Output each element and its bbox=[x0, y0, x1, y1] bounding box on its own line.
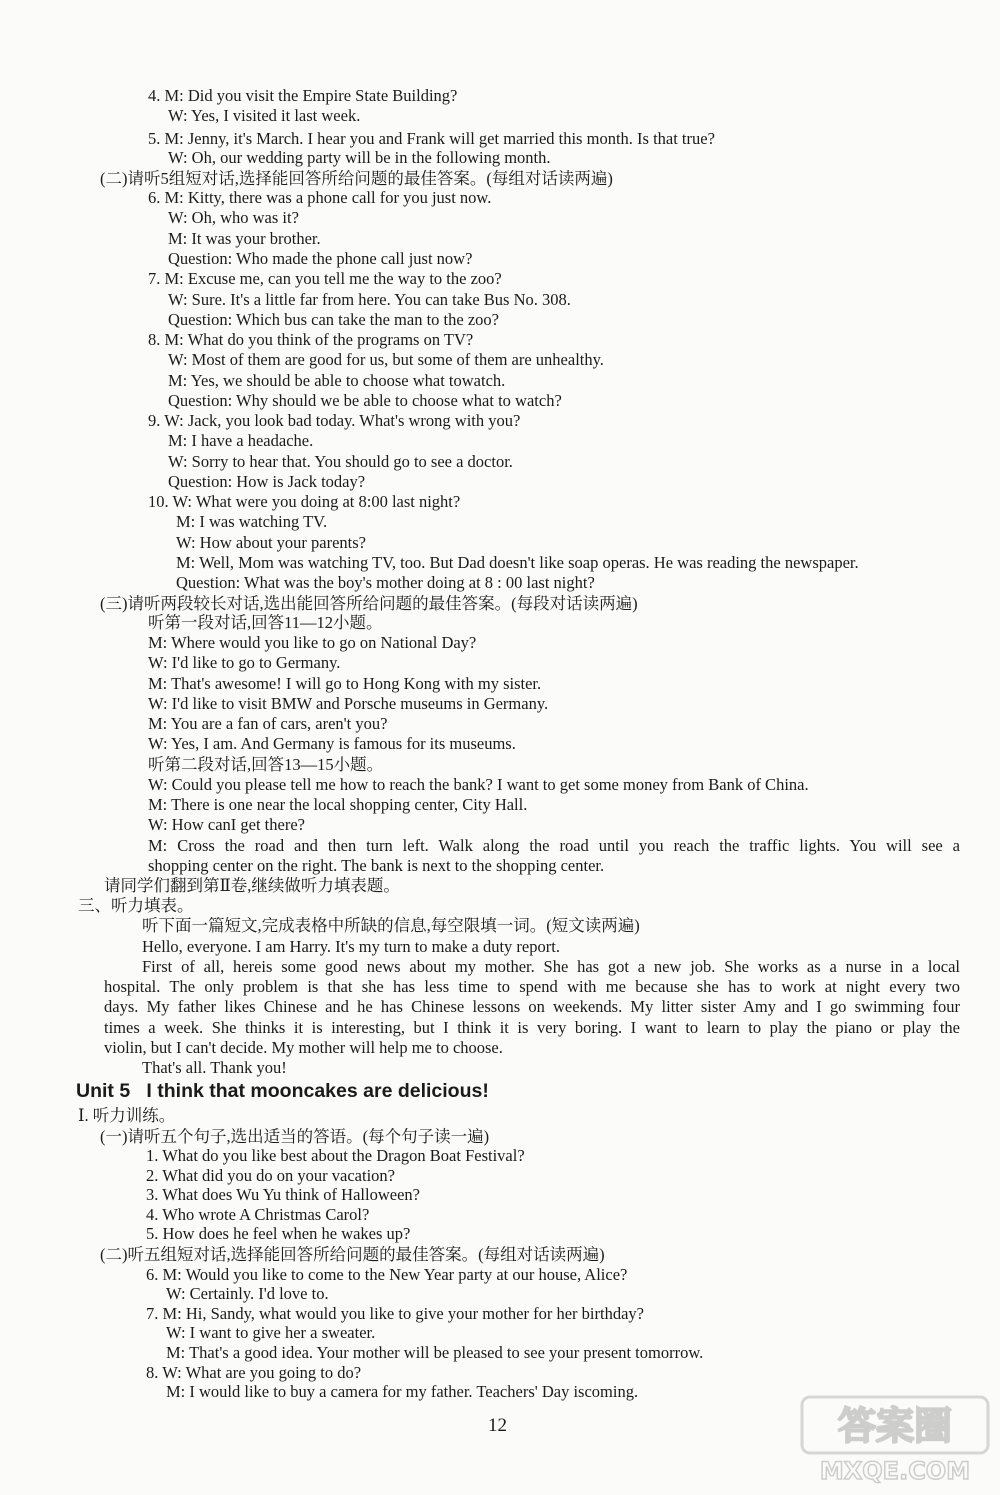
text-line: W: How about your parents? bbox=[176, 533, 366, 552]
text-line: W: Certainly. I'd love to. bbox=[166, 1284, 329, 1303]
text-line: M: Well, Mom was watching TV, too. But Dad doesn't like soap operas. He was reading the newspaper. bbox=[176, 553, 859, 572]
text-line: W: Oh, who was it? bbox=[168, 208, 299, 227]
text-line: 4. M: Did you visit the Empire State Building? bbox=[148, 86, 458, 105]
text-line: 听下面一篇短文,完成表格中所缺的信息,每空限填一词。(短文读两遍) bbox=[142, 916, 640, 935]
list-item: 2. What did you do on your vacation? bbox=[146, 1166, 395, 1185]
text-line: M: Where would you like to go on National Day? bbox=[148, 633, 477, 652]
text-line: 听第二段对话,回答13—15小题。 bbox=[148, 755, 384, 774]
text-line: Question: Who made the phone call just now? bbox=[168, 249, 473, 268]
text-line: M: I would like to buy a camera for my father. Teachers' Day iscoming. bbox=[166, 1382, 639, 1401]
text-line: 听第一段对话,回答11—12小题。 bbox=[148, 613, 383, 632]
text-line: W: Most of them are good for us, but some of them are unhealthy. bbox=[168, 350, 604, 369]
section-heading: (三)请听两段较长对话,选出能回答所给问题的最佳答案。(每段对话读两遍) bbox=[100, 594, 638, 613]
text-line: times a week. She thinks it is interesting, but I think it is very boring. I want to learn to play the piano or play the bbox=[104, 1018, 960, 1037]
text-line: W: I want to give her a sweater. bbox=[166, 1323, 376, 1342]
list-item: 5. How does he feel when he wakes up? bbox=[146, 1224, 411, 1243]
text-line: Question: How is Jack today? bbox=[168, 472, 366, 491]
text-line: W: Yes, I am. And Germany is famous for its museums. bbox=[148, 734, 516, 753]
text-line: 10. W: What were you doing at 8:00 last night? bbox=[148, 492, 461, 511]
text-line: W: I'd like to visit BMW and Porsche museums in Germany. bbox=[148, 694, 549, 713]
text-line: 9. W: Jack, you look bad today. What's wrong with you? bbox=[148, 411, 521, 430]
text-line: W: Could you please tell me how to reach the bank? I want to get some money from Bank of China. bbox=[148, 775, 809, 794]
text-line: W: Oh, our wedding party will be in the following month. bbox=[168, 148, 551, 167]
list-item: 1. What do you like best about the Dragon Boat Festival? bbox=[146, 1146, 525, 1165]
section-heading: (二)请听5组短对话,选择能回答所给问题的最佳答案。(每组对话读两遍) bbox=[100, 169, 613, 188]
text-line: 5. M: Jenny, it's March. I hear you and Frank will get married this month. Is that true? bbox=[148, 129, 715, 148]
text-line: W: Sure. It's a little far from here. You can take Bus No. 308. bbox=[168, 290, 571, 309]
text-line: Question: Which bus can take the man to the zoo? bbox=[168, 310, 499, 329]
text-line: shopping center on the right. The bank is next to the shopping center. bbox=[148, 856, 605, 875]
list-item: 3. What does Wu Yu think of Halloween? bbox=[146, 1185, 420, 1204]
list-item: 4. Who wrote A Christmas Carol? bbox=[146, 1205, 370, 1224]
text-line: 7. M: Hi, Sandy, what would you like to give your mother for her birthday? bbox=[146, 1304, 644, 1323]
section-heading: Ⅰ. 听力训练。 bbox=[78, 1106, 176, 1125]
text-line: violin, but I can't decide. My mother will help me to choose. bbox=[104, 1038, 503, 1057]
text-line: First of all, hereis some good news about my mother. She has got a new job. She works as a nurse in a local bbox=[142, 957, 960, 976]
section-heading: (二)听五组短对话,选择能回答所给问题的最佳答案。(每组对话读两遍) bbox=[100, 1245, 605, 1264]
text-line: M: Yes, we should be able to choose what towatch. bbox=[168, 371, 506, 390]
watermark-bottom: MXQE.COM bbox=[819, 1457, 971, 1485]
unit-title: Unit 5 I think that mooncakes are delicious! bbox=[76, 1080, 489, 1102]
text-line: M: It was your brother. bbox=[168, 229, 321, 248]
text-line: W: Yes, I visited it last week. bbox=[168, 106, 361, 125]
section-heading: 三、听力填表。 bbox=[78, 896, 194, 915]
watermark-logo bbox=[800, 1395, 990, 1487]
section-heading: (一)请听五个句子,选出适当的答语。(每个句子读一遍) bbox=[100, 1127, 490, 1146]
text-line: Hello, everyone. I am Harry. It's my turn to make a duty report. bbox=[142, 937, 560, 956]
text-line: 8. W: What are you going to do? bbox=[146, 1363, 362, 1382]
text-line: 8. M: What do you think of the programs on TV? bbox=[148, 330, 474, 349]
text-line: M: There is one near the local shopping center, City Hall. bbox=[148, 795, 528, 814]
text-line: 6. M: Would you like to come to the New Year party at our house, Alice? bbox=[146, 1265, 628, 1284]
text-line: W: I'd like to go to Germany. bbox=[148, 653, 341, 672]
text-line: M: That's a good idea. Your mother will be pleased to see your present tomorrow. bbox=[166, 1343, 704, 1362]
text-line: M: I was watching TV. bbox=[176, 512, 328, 531]
text-line: M: I have a headache. bbox=[168, 431, 314, 450]
text-line: Question: What was the boy's mother doing at 8 : 00 last night? bbox=[176, 573, 595, 592]
text-line: W: Sorry to hear that. You should go to see a doctor. bbox=[168, 452, 513, 471]
page-number: 12 bbox=[488, 1415, 507, 1436]
text-line: 7. M: Excuse me, can you tell me the way to the zoo? bbox=[148, 269, 502, 288]
text-line: That's all. Thank you! bbox=[142, 1058, 287, 1077]
text-line: 6. M: Kitty, there was a phone call for you just now. bbox=[148, 188, 492, 207]
text-line: hospital. The only problem is that she has less time to spend with me because she has to work at night every two bbox=[104, 977, 960, 996]
text-line: Question: Why should we be able to choose what to watch? bbox=[168, 391, 562, 410]
text-line: M: You are a fan of cars, aren't you? bbox=[148, 714, 388, 733]
text-line: W: How canI get there? bbox=[148, 815, 305, 834]
text-line: M: Cross the road and then turn left. Walk along the road until you reach the traffic lights. You will see a bbox=[148, 836, 960, 855]
watermark-top: 答案圈 bbox=[837, 1404, 953, 1448]
instruction: 请同学们翻到第Ⅱ卷,继续做听力填表题。 bbox=[104, 876, 400, 895]
text-line: M: That's awesome! I will go to Hong Kong with my sister. bbox=[148, 674, 542, 693]
text-line: days. My father likes Chinese and he has Chinese lessons on weekends. My litter sister Amy and I go swimming four bbox=[104, 997, 960, 1016]
